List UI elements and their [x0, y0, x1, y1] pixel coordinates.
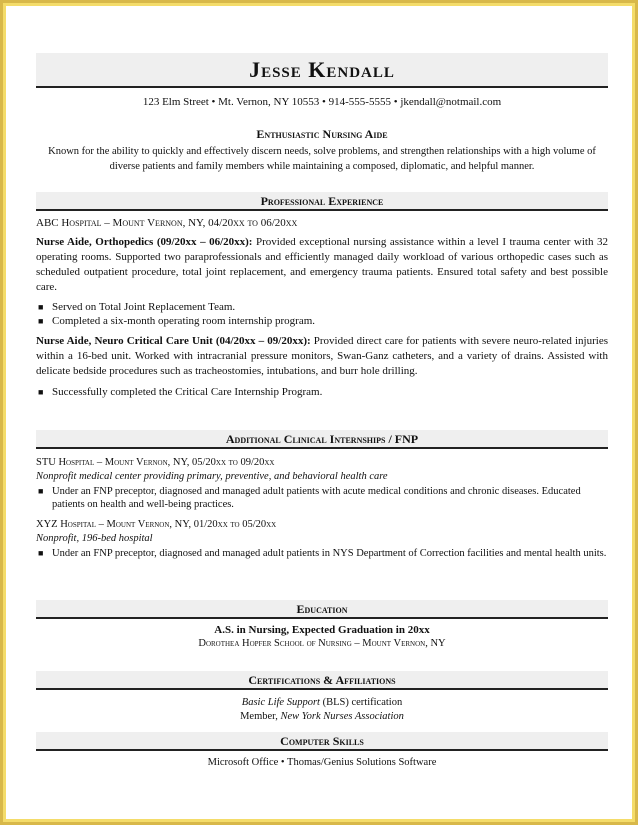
role-description: Provided exceptional nursing assistance within a level I trauma center with 32 operating rooms. Supported two paraprofessionals and efficiently managed daily workload of various orthopedic cases such as scheduled outpatient procedure, total joint replacement, and emergency trauma patients. Ensured total safety and best possible care. — [36, 236, 608, 293]
education-block — [36, 623, 608, 651]
internship-description: Nonprofit, 196-bed hospital — [36, 533, 153, 544]
role-description: Provided direct care for patients with severe neuro-related injuries within a 16-bed unit. Worked with intracranial pressure monitors, Swan-Ganz catheters, and a variety of drains. Assisted with delicate bedside procedures such as tracheostomies, intubations, and burr hole drilling. — [36, 335, 608, 377]
degree: A.S. in Nursing, Expected Graduation in 20xx — [214, 624, 430, 636]
internship-org: STU Hospital – Mount Vernon, NY, 05/20xx to 09/20xx — [36, 457, 275, 468]
section-education-header — [36, 600, 608, 619]
bullet-icon: ■ — [38, 316, 44, 326]
bullet-icon: ■ — [38, 302, 44, 312]
list-item: ■ Completed a six-month operating room internship program. — [38, 315, 316, 327]
section-title: Education — [296, 602, 348, 616]
list-item: ■ Served on Total Joint Replacement Team. — [38, 301, 236, 313]
candidate-name: Jesse Kendall — [249, 57, 395, 82]
role-title: Nurse Aide, Neuro Critical Care Unit (04/20xx – 09/20xx): — [36, 335, 311, 347]
contact-line: 123 Elm Street • Mt. Vernon, NY 10553 • 914-555-5555 • jkendall@notmail.com — [142, 96, 502, 108]
skills-line: Microsoft Office • Thomas/Genius Solutions Software — [207, 757, 437, 768]
role-orthopedics — [36, 235, 608, 295]
section-title: Computer Skills — [280, 734, 364, 748]
list-item: ■ Under an FNP preceptor, diagnosed and managed adult patients in NYS Department of Correction facilities and mental health units. — [38, 548, 607, 559]
list-item: ■ Under an FNP preceptor, diagnosed and managed adult patients with acute medical conditions and chronic diseases. Educated patients on health and well-being practices. — [38, 486, 581, 510]
bullet-icon: ■ — [38, 486, 44, 496]
internship-description: Nonprofit medical center providing primary, preventive, and behavioral health care — [36, 471, 388, 482]
role-neuro-bullets — [36, 385, 608, 399]
certification-line: Basic Life Support (BLS) certification — [241, 697, 403, 708]
section-internships-header — [36, 430, 608, 449]
school: Dorothea Hopfer School of Nursing – Mount Vernon, NY — [198, 638, 446, 649]
section-skills-header — [36, 732, 608, 751]
internship-org: XYZ Hospital – Mount Vernon, NY, 01/20xx to 05/20xx — [36, 519, 277, 530]
section-experience-header — [36, 192, 608, 211]
section-title: Additional Clinical Internships / FNP — [225, 432, 419, 446]
internship-bullets — [36, 485, 608, 511]
internship-bullets — [36, 547, 608, 560]
name-header — [36, 53, 608, 88]
list-item: ■ Successfully completed the Critical Care Internship Program. — [38, 386, 323, 398]
objective-title: Enthusiastic Nursing Aide — [256, 127, 388, 141]
section-title: Certifications & Affiliations — [248, 673, 396, 687]
bullet-icon: ■ — [38, 387, 44, 397]
role-title: Nurse Aide, Orthopedics (09/20xx – 06/20xx): — [36, 236, 253, 248]
resume-page — [6, 6, 632, 819]
certifications-block — [36, 696, 608, 724]
section-title: Professional Experience — [260, 194, 384, 208]
internships-block — [36, 456, 608, 560]
experience-block — [36, 216, 608, 399]
bullet-icon: ■ — [38, 548, 44, 558]
role-orthopedics-bullets — [36, 300, 608, 328]
objective-text: Known for the ability to quickly and effectively discern needs, solve problems, and strengthen relationships with a high volume of diverse patients and family members while maintaining a composed, diplomatic, and helpful manner. — [48, 146, 596, 172]
employer-line: ABC Hospital – Mount Vernon, NY, 04/20xx to 06/20xx — [36, 217, 298, 229]
affiliation-line: Member, New York Nurses Association — [240, 711, 404, 722]
role-neuro-critical-care — [36, 334, 608, 379]
section-certifications-header — [36, 671, 608, 690]
